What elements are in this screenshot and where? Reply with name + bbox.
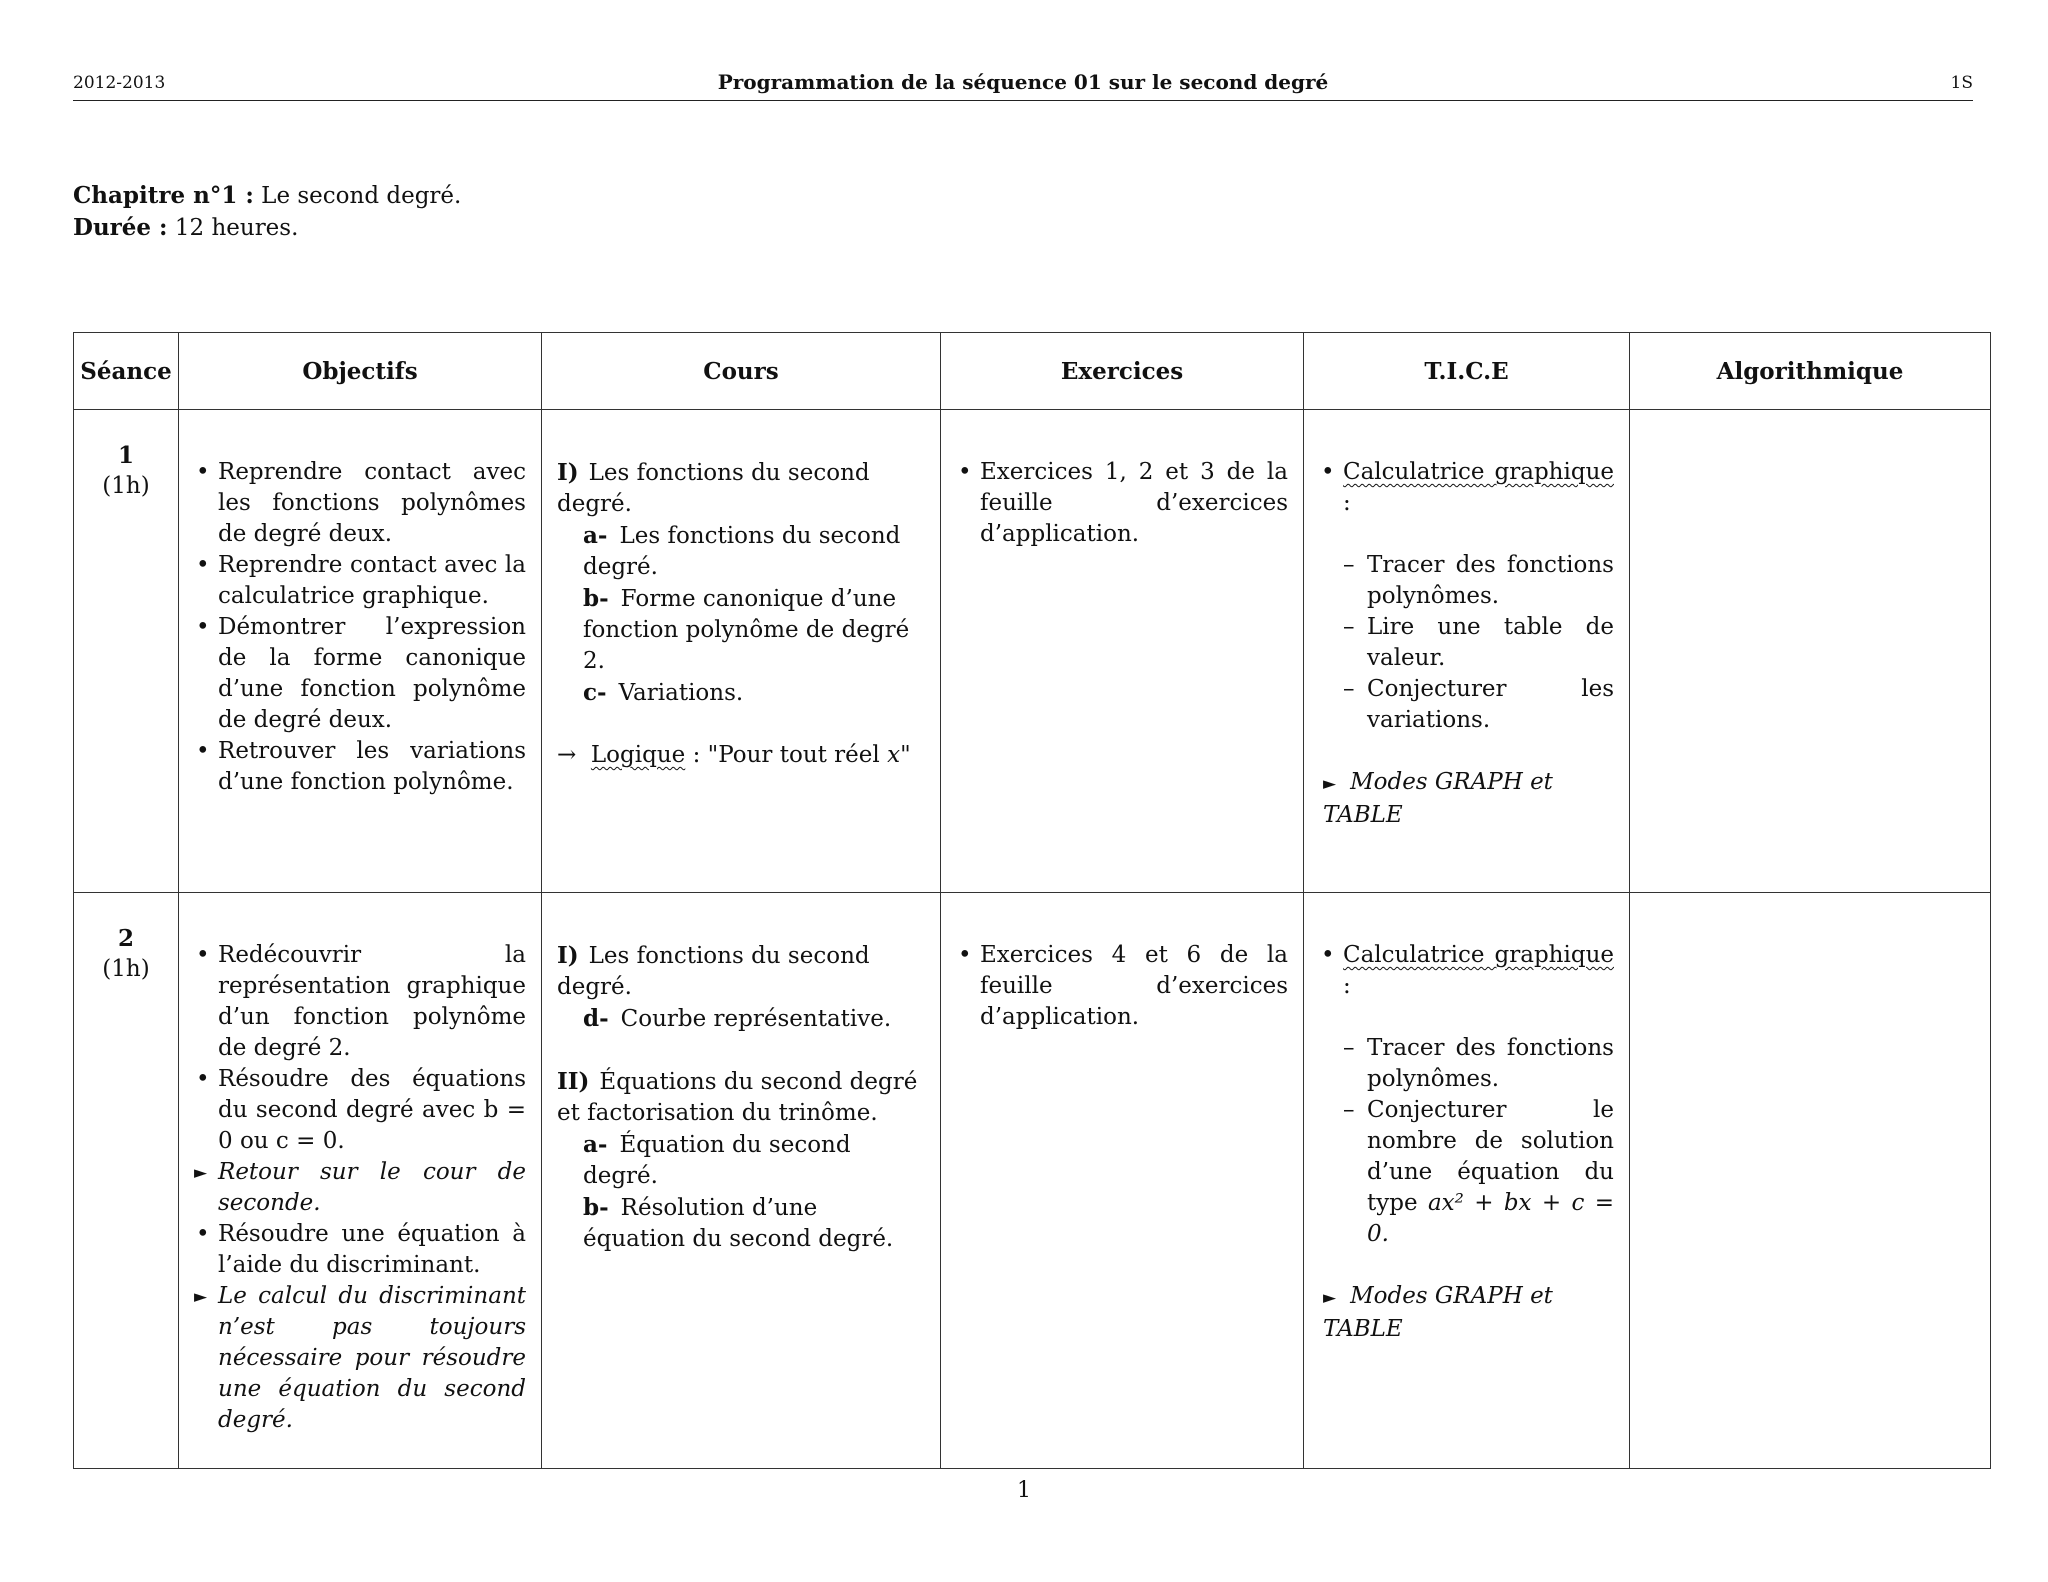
- duration-line: [73, 212, 461, 244]
- subsection-text: Courbe représentative.: [620, 1006, 892, 1032]
- seance-duration: (1h): [102, 473, 150, 499]
- header-algorithmique: Algorithmique: [1630, 333, 1991, 410]
- modes-text: Modes GRAPH et TABLE: [1323, 769, 1553, 828]
- cours-section: [557, 1066, 925, 1129]
- subsection-label: c-: [583, 679, 607, 706]
- objectifs-cell: [179, 893, 542, 1469]
- objectifs-list: [194, 940, 526, 1436]
- header-level: 1S: [1950, 73, 1973, 93]
- section-label: I): [557, 459, 579, 486]
- seance-cell: [74, 410, 179, 893]
- subsection-text: Équation du second degré.: [583, 1132, 851, 1189]
- cours-subsection: [557, 520, 925, 709]
- modes-note: [1319, 767, 1614, 831]
- cours-section: [557, 940, 925, 1003]
- logic-note: [557, 740, 925, 771]
- tice-item-text: Conjecturer le nombre de solution d’une équation du type: [1367, 1097, 1614, 1216]
- triangle-icon: ►: [1323, 1288, 1337, 1308]
- header-tice: T.I.C.E: [1304, 333, 1630, 410]
- header-year: 2012-2013: [73, 73, 166, 93]
- modes-note: [1319, 1281, 1614, 1345]
- header-seance: Séance: [74, 333, 179, 410]
- exercices-cell: [941, 893, 1304, 1469]
- logic-text: : "Pour tout réel: [685, 742, 888, 768]
- arrow-icon: →: [557, 742, 577, 768]
- section-title: Équations du second degré et factorisation du trinôme.: [557, 1069, 918, 1126]
- objectif-note: ► Le calcul du discriminant n’est pas toujours nécessaire pour résoudre une équation du second degré.: [194, 1281, 526, 1436]
- subsection-text: Variations.: [618, 680, 744, 706]
- algorithmique-cell: [1630, 893, 1991, 1469]
- logic-variable: x: [887, 742, 901, 768]
- calc-colon: :: [1343, 973, 1351, 999]
- seance-duration: (1h): [102, 956, 150, 982]
- objectif-item: • Redécouvrir la représentation graphique d’un fonction polynôme de degré 2.: [194, 940, 526, 1064]
- cours-section: [557, 457, 925, 520]
- cours-subsection: [557, 1003, 925, 1035]
- section-title: Les fonctions du second degré.: [557, 460, 870, 517]
- chapter-info: [73, 180, 461, 244]
- cours-cell: [542, 410, 941, 893]
- table-header-row: [74, 333, 1991, 410]
- objectif-item: • Reprendre contact avec les fonctions polynômes de degré deux.: [194, 457, 526, 550]
- tice-list: [1319, 1033, 1614, 1250]
- tice-item: – Lire une table de valeur.: [1343, 612, 1614, 674]
- chapter-value: Le second degré.: [261, 183, 462, 209]
- tice-item: [1343, 1095, 1614, 1250]
- calc-label: Calculatrice graphique: [1343, 942, 1614, 968]
- exercices-cell: [941, 410, 1304, 893]
- tice-item: – Tracer des fonctions polynômes.: [1343, 550, 1614, 612]
- section-title: Les fonctions du second degré.: [557, 943, 870, 1000]
- subsection-label: a-: [583, 522, 608, 549]
- exercice-item: • Exercices 4 et 6 de la feuille d’exercices d’application.: [956, 940, 1288, 1033]
- seance-cell: [74, 893, 179, 1469]
- subsection-label: b-: [583, 1194, 609, 1221]
- logic-word: Logique: [590, 742, 686, 768]
- subsection-label: b-: [583, 585, 609, 612]
- objectif-item: • Démontrer l’expression de la forme canonique d’une fonction polynôme de degré deux.: [194, 612, 526, 736]
- header-exercices: Exercices: [941, 333, 1304, 410]
- tice-list: [1319, 550, 1614, 736]
- subsection-text: Les fonctions du second degré.: [583, 523, 901, 580]
- subsection-text: Forme canonique d’une fonction polynôme de degré 2.: [583, 586, 910, 674]
- section-label: I): [557, 942, 579, 969]
- objectifs-cell: [179, 410, 542, 893]
- subsection-text: Résolution d’une équation du second degré.: [583, 1195, 894, 1252]
- chapter-label: Chapitre n°1 :: [73, 182, 254, 209]
- subsection-label: a-: [583, 1131, 608, 1158]
- section-label: II): [557, 1068, 590, 1095]
- tice-cell: [1304, 410, 1630, 893]
- seance-number: 1: [117, 442, 134, 469]
- header-objectifs: Objectifs: [179, 333, 542, 410]
- triangle-icon: ►: [1323, 774, 1337, 794]
- header-cours: Cours: [542, 333, 941, 410]
- cours-cell: [542, 893, 941, 1469]
- objectifs-list: [194, 457, 526, 798]
- duration-value: 12 heures.: [174, 215, 299, 241]
- algorithmique-cell: [1630, 410, 1991, 893]
- tice-cell: [1304, 893, 1630, 1469]
- page-number: 1: [1017, 1478, 1031, 1503]
- objectif-item: • Retrouver les variations d’une fonction polynôme.: [194, 736, 526, 798]
- tice-item: – Tracer des fonctions polynômes.: [1343, 1033, 1614, 1095]
- chapter-line: [73, 180, 461, 212]
- calc-label: Calculatrice graphique: [1343, 459, 1614, 485]
- objectif-item: • Reprendre contact avec la calculatrice graphique.: [194, 550, 526, 612]
- sequence-table: [73, 332, 1991, 1469]
- equation: ax² + bx + c = 0.: [1367, 1190, 1614, 1247]
- subsection-label: d-: [583, 1005, 609, 1032]
- exercice-item: • Exercices 1, 2 et 3 de la feuille d’exercices d’application.: [956, 457, 1288, 550]
- table-row: [74, 410, 1991, 893]
- modes-text: Modes GRAPH et TABLE: [1323, 1283, 1553, 1342]
- page-header: [73, 70, 1973, 101]
- calc-colon: :: [1343, 490, 1351, 516]
- duration-label: Durée :: [73, 214, 168, 241]
- seance-number: 2: [117, 925, 134, 952]
- table-row: [74, 893, 1991, 1469]
- objectif-item: • Résoudre une équation à l’aide du discriminant.: [194, 1219, 526, 1281]
- objectif-item: • Résoudre des équations du second degré avec b = 0 ou c = 0.: [194, 1064, 526, 1157]
- header-title: Programmation de la séquence 01 sur le second degré: [717, 70, 1329, 94]
- objectif-note: ► Retour sur le cour de seconde.: [194, 1157, 526, 1219]
- tice-calc-item: [1319, 940, 1614, 1002]
- tice-calc-item: [1319, 457, 1614, 519]
- cours-subsection: [557, 1129, 925, 1255]
- logic-end: ": [900, 742, 911, 768]
- tice-item: – Conjecturer les variations.: [1343, 674, 1614, 736]
